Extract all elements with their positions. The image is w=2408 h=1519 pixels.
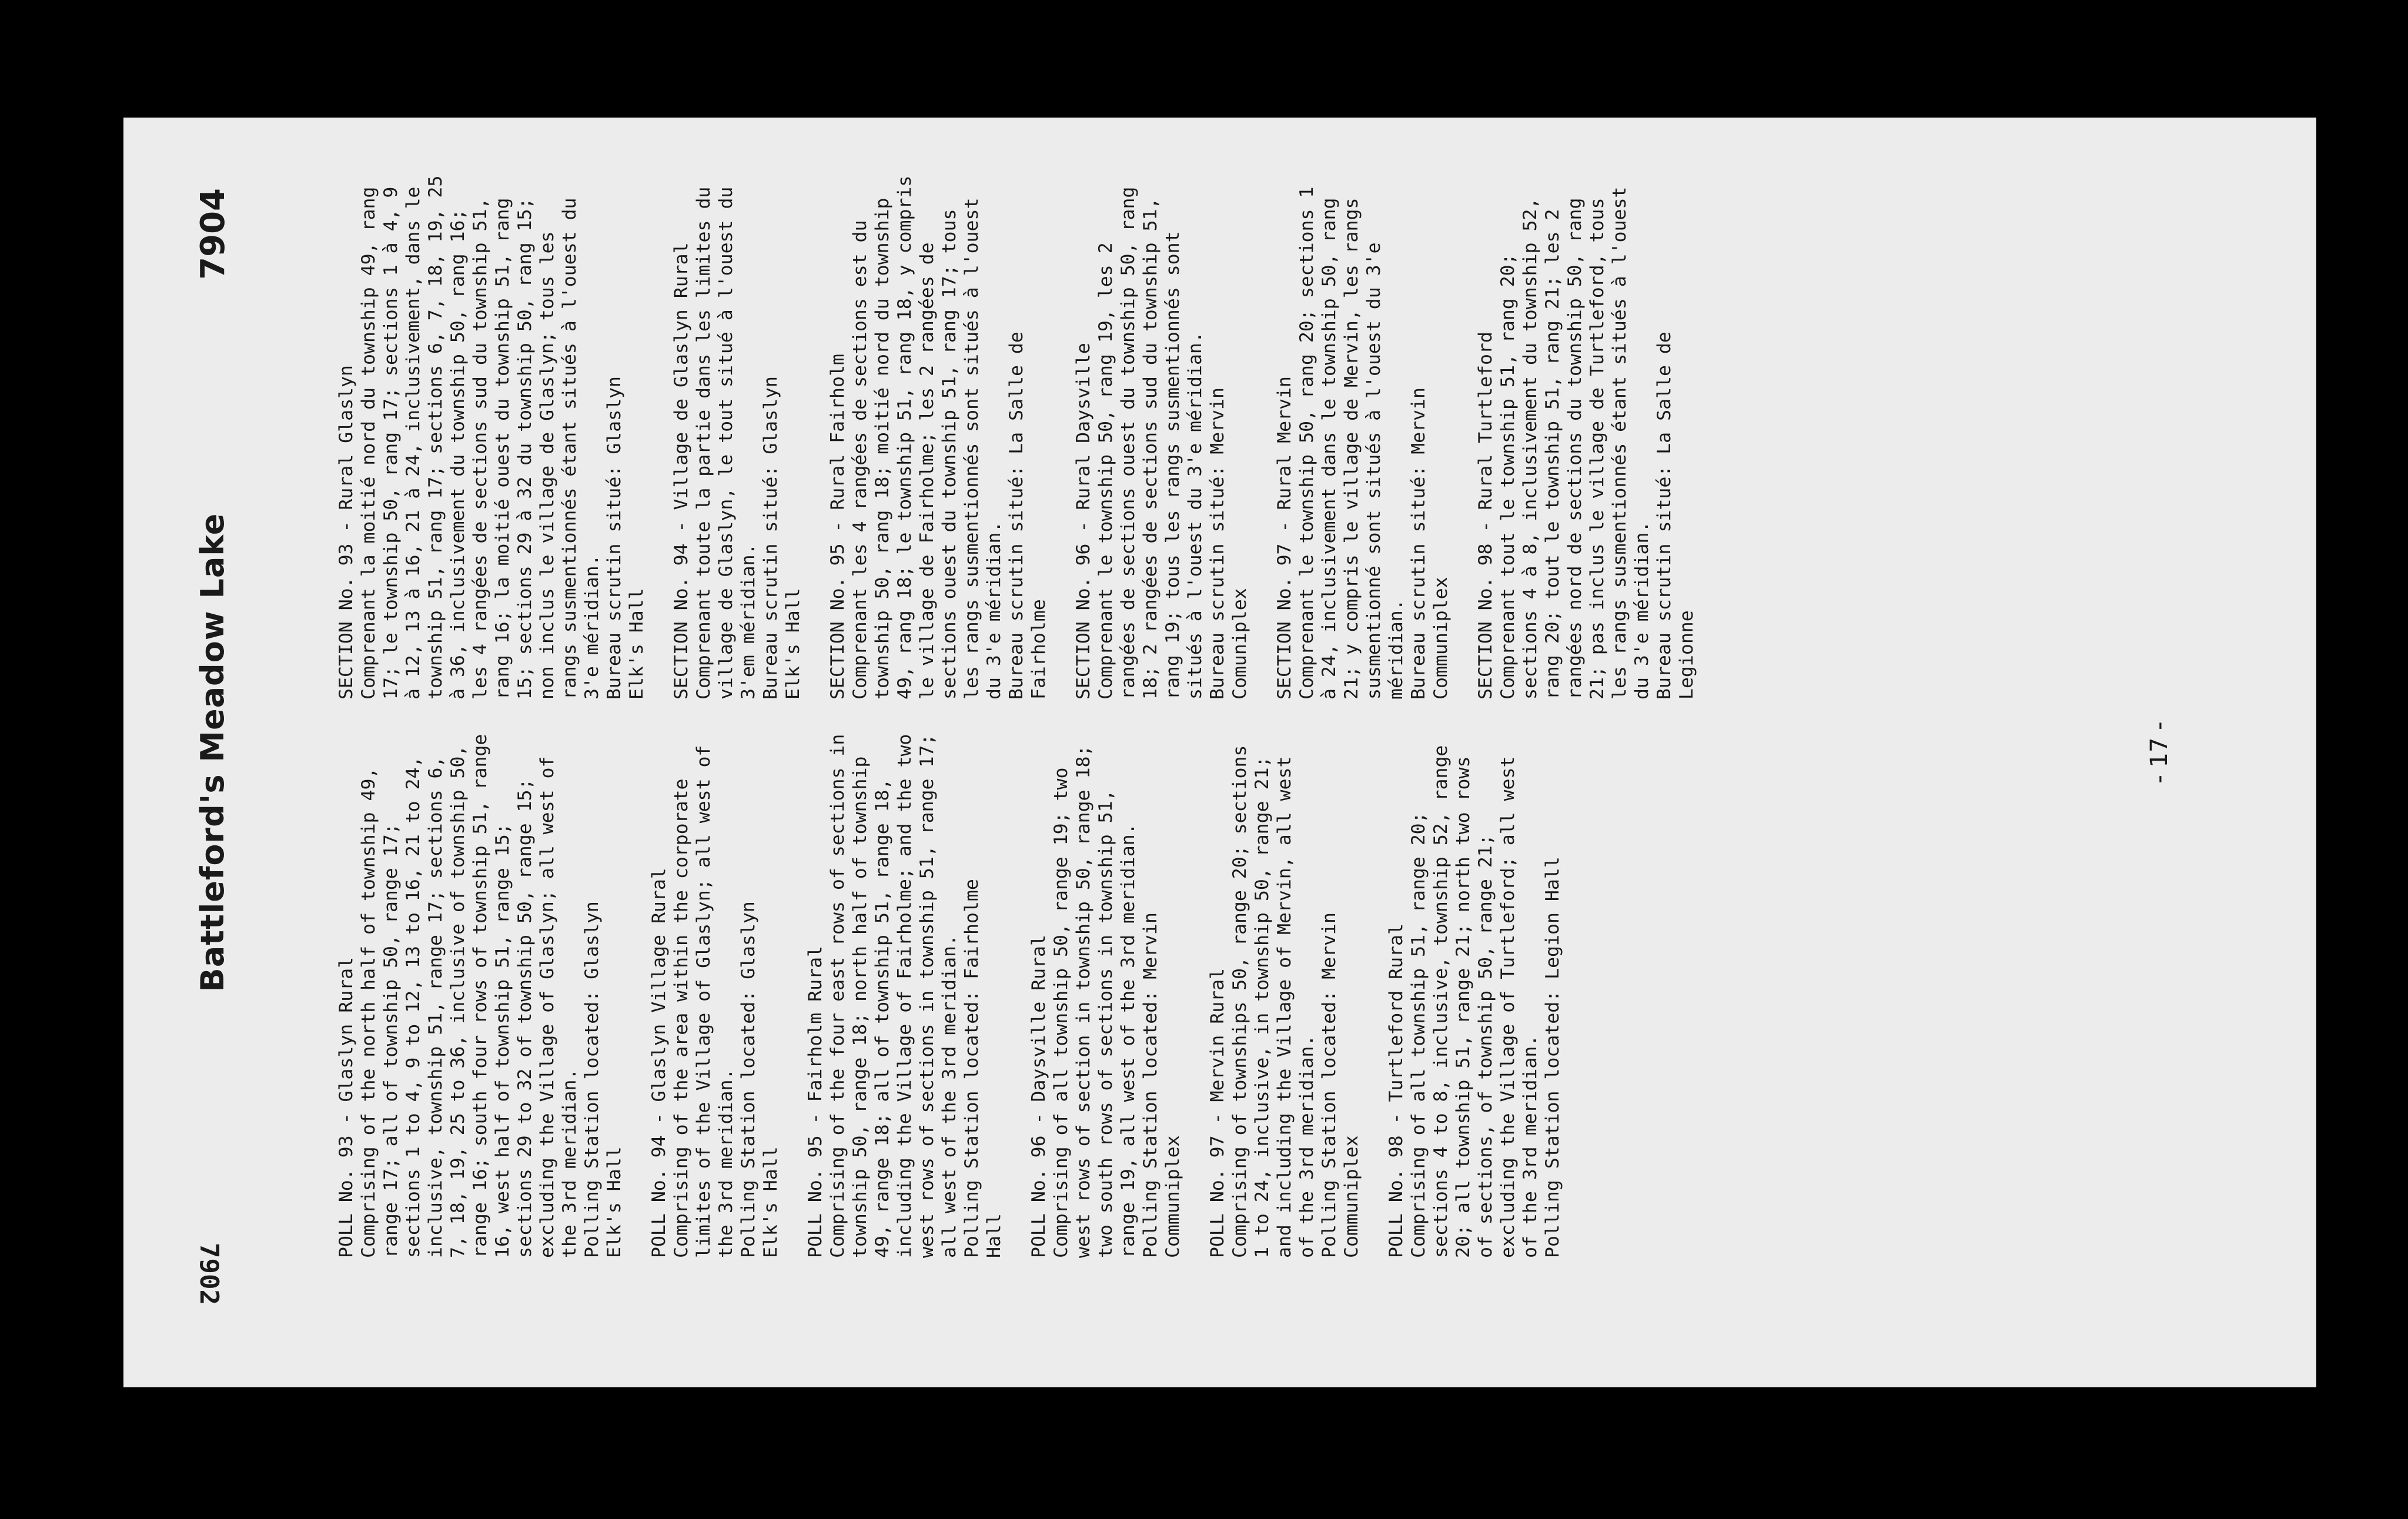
bureau-place: Elk's Hall: [782, 588, 804, 700]
bureau-place: Legionne: [1676, 610, 1697, 700]
bureau-scrutin: Bureau scrutin situé: Mervin: [1207, 387, 1228, 700]
bureau-scrutin: Bureau scrutin situé: Glaslyn: [760, 376, 781, 700]
polling-station: Polling Station located: Mervin: [1319, 912, 1340, 1258]
page-number-left: 7902: [194, 1243, 224, 1305]
poll-entry-93: [335, 729, 626, 1258]
poll-description: Comprising of the north half of township 49, range 17; all of township 50, range 17; sections 1 to 4, 9 to 12, 13 to 16, 21 to 24, inclusive, township 51, range 17; sections 6, 7, 18, 19, 25 to 36, inclusive of township 50, range 16; south four rows of township 51, range 16, west half of township 51, range 15; sections 29 to 32 of township 50, range 15; excluding the Village of Glaslyn; all west of the 3rd meridian.: [358, 734, 580, 1258]
document-header: [194, 118, 241, 1387]
section-description: Comprenant tout le township 51, rang 20; sections 4 à 8, inclusivement du township 52, rang 20; tout le township 51, rang 21; les 2 rangées nord de sections du township 50, rang 21; pas inclus le village de Turtleford, tous les rangs susmentionnés étant situés à l'ouest du 3'e méridian.: [1497, 186, 1653, 700]
poll-entry-95: [804, 729, 1005, 1258]
bureau-place: Elk's Hall: [626, 588, 647, 700]
rotated-document: [123, 118, 2316, 1387]
poll-description: Comprising of the four east rows of sections in township 50, range 18; north half of township 49, range 18; all of township 51, range 18, including the Village of Fairholme; and the two west rows of sections in township 51, range 17; all west of the 3rd meridian.: [827, 734, 960, 1258]
poll-description: Comprising of all township 50, range 19; two west rows of section in township 50, range 18; two south rows of sections in township 51, range 19, all west of the 3rd meridian.: [1051, 745, 1139, 1258]
poll-description: Comprising of all township 51, range 20; sections 4 to 8, inclusive, township 52, range 20; all township 51, range 21; north two rows of sections, of township 50, range 21; excluding the Village of Turtleford; all west of the 3rd meridian.: [1408, 745, 1541, 1258]
section-entry-93: [335, 170, 648, 700]
document-title: Battleford's Meadow Lake: [194, 513, 231, 992]
bureau-scrutin: Bureau scrutin situé: La Salle de: [1654, 332, 1675, 700]
scanned-page: [123, 118, 2316, 1387]
bureau-place: Fairholme: [1028, 599, 1049, 700]
poll-entry-97: [1206, 729, 1363, 1258]
polling-station: Polling Station located: Fairholme: [961, 879, 982, 1258]
poll-description: Comprising of townships 50, range 20; sections 1 to 24, inclusive, in township 50, range 21; and including the Village of Mervin, all west of the 3rd meridian.: [1229, 745, 1317, 1258]
poll-entry-96: [1028, 729, 1184, 1258]
poll-description: Comprising of the area within the corporate limites of the Village of Glaslyn; all west of the 3rd meridian.: [671, 745, 737, 1258]
poll-heading: POLL No. 97 - Mervin Rural: [1207, 968, 1228, 1258]
polling-place: Elk's Hall: [604, 1146, 625, 1258]
page-footer: - 17 -: [2146, 721, 2173, 784]
polling-place: Communiplex: [1162, 1135, 1183, 1258]
section-heading: SECTION No. 94 - Village de Glaslyn Rural: [671, 242, 692, 700]
section-entry-97: [1273, 170, 1452, 700]
polling-station: Polling Station located: Glaslyn: [738, 901, 759, 1258]
poll-heading: POLL No. 96 - Daysville Rural: [1028, 935, 1049, 1258]
section-heading: SECTION No. 97 - Rural Mervin: [1274, 376, 1295, 700]
section-entry-98: [1474, 170, 1698, 700]
bureau-scrutin: Bureau scrutin situé: Mervin: [1408, 387, 1429, 700]
section-entry-94: [670, 170, 804, 700]
section-entry-96: [1072, 170, 1251, 700]
section-entry-95: [827, 170, 1050, 700]
page-number-right: 7904: [194, 188, 232, 280]
bureau-place: Communiplex: [1430, 577, 1452, 700]
section-heading: SECTION No. 95 - Rural Fairholm: [827, 354, 848, 700]
polling-place: Elk's Hall: [760, 1146, 781, 1258]
polling-station: Polling Station located: Legion Hall: [1542, 856, 1563, 1258]
poll-heading: POLL No. 94 - Glaslyn Village Rural: [648, 868, 670, 1258]
poll-entry-94: [648, 729, 782, 1258]
poll-heading: POLL No. 95 - Fairholm Rural: [805, 945, 826, 1258]
section-description: Comprenant toute la partie dans les limites du village de Glaslyn, le tout situé à l'ouest du 3'em méridian.: [693, 186, 759, 700]
english-column: [335, 729, 1586, 1258]
section-heading: SECTION No. 93 - Rural Glaslyn: [336, 365, 357, 700]
polling-place: Hall: [984, 1213, 1005, 1258]
polling-place: Communiplex: [1341, 1135, 1362, 1258]
section-description: Comprenant les 4 rangées de sections est du township 50, rang 18; moitié nord du township 49, rang 18; le township 51, rang 18, y compris le village de Fairholme; les 2 rangées de sections ouest du township 51, rang 17; tous les rangs susmentionnés sont situés à l'ouest du 3'e méridian.: [850, 175, 1005, 700]
section-description: Comprenant la moitié nord du township 49, rang 17; le township 50, rang 17; sections 1 à 4, 9 à 12, 13 à 16, 21 à 24, inclusivement, dans le township 51, rang 17; sections 6, 7, 18, 19, 25 à 36, inclusivement du township 50, rang 16; les 4 rangées de sections sud du township 51, rang 16; la moitié ouest du township 51, rang 15; sections 29 à 32 du township 50, rang 15; non inclus le village de Glaslyn; tous les rangs susmentionnés étant situés à l'ouest du 3'e méridian.: [358, 175, 603, 700]
section-heading: SECTION No. 96 - Rural Daysville: [1073, 343, 1094, 700]
poll-heading: POLL No. 93 - Glaslyn Rural: [336, 956, 357, 1258]
poll-heading: POLL No. 98 - Turtleford Rural: [1386, 924, 1407, 1258]
bureau-scrutin: Bureau scrutin situé: La Salle de: [1006, 332, 1027, 700]
polling-station: Polling Station located: Glaslyn: [581, 901, 603, 1258]
bureau-scrutin: Bureau scrutin situé: Glaslyn: [604, 376, 625, 700]
polling-station: Polling Station located: Mervin: [1140, 912, 1161, 1258]
poll-entry-98: [1385, 729, 1564, 1258]
section-description: Comprenant le township 50, rang 20; sections 1 à 24, inclusivement dans le township 50, rang 21; y compris le village de Mervin, les rangs susmentionné sont situés à l'ouest du 3'e méridian.: [1296, 186, 1407, 700]
section-description: Comprenant le township 50, rang 19, les 2 rangées de sections ouest du township 50, rang 18; 2 rangées de sections sud du township 51, rang 19; tous les rangs susmentionnés sont situés à l'ouest du 3'e méridian.: [1095, 186, 1206, 700]
french-column: [335, 170, 1720, 700]
section-heading: SECTION No. 98 - Rural Turtleford: [1475, 332, 1496, 700]
bureau-place: Comuniplex: [1229, 588, 1250, 700]
